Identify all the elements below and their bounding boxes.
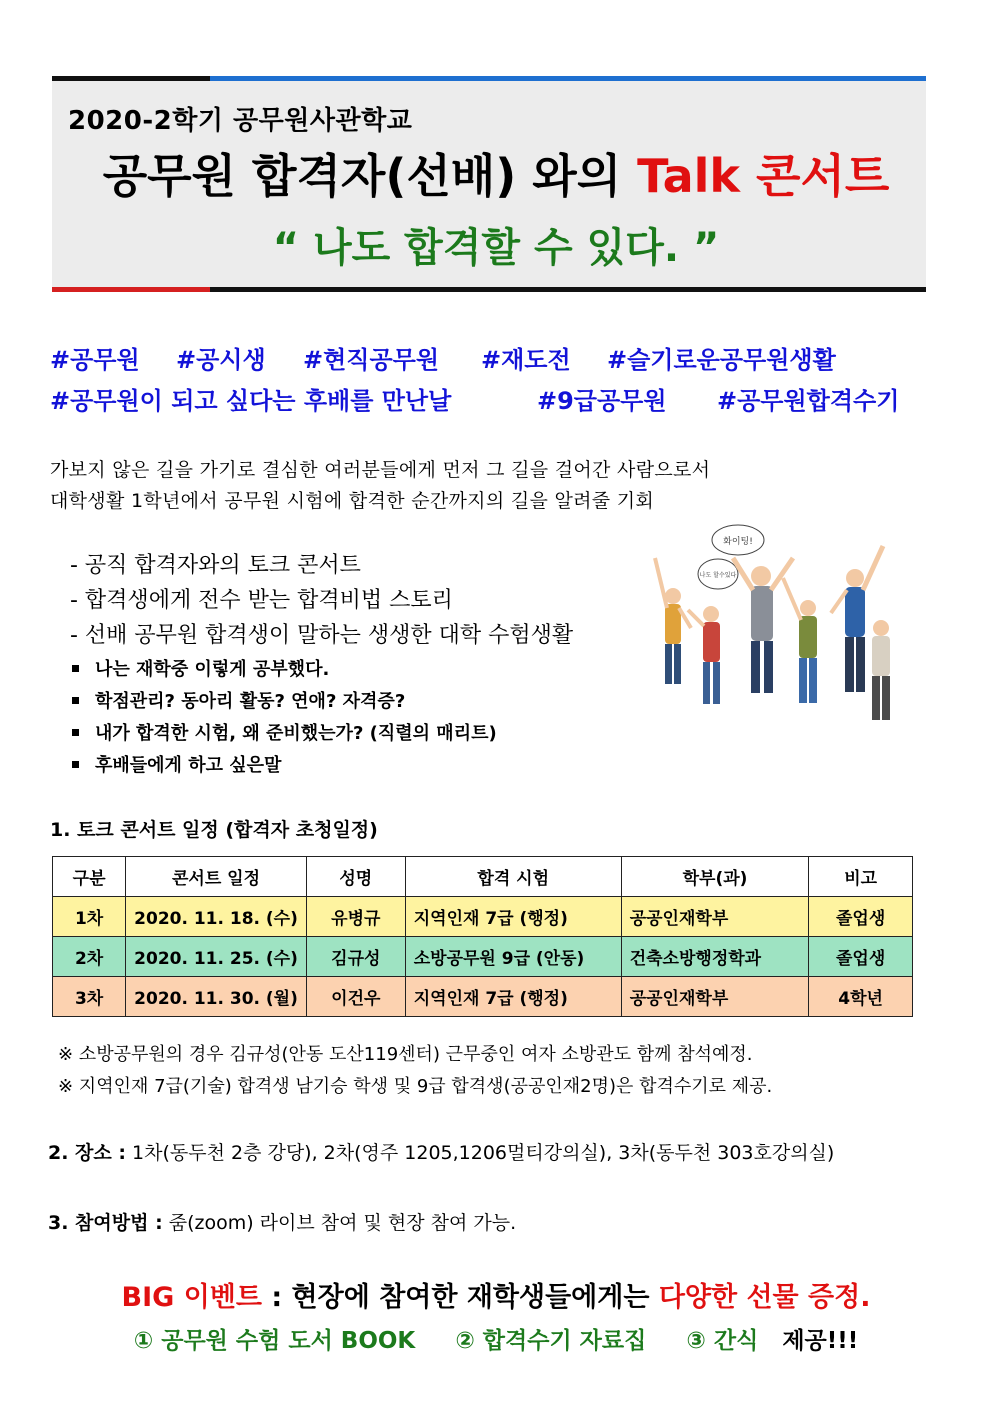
bullet-text: 학점관리? 동아리 활동? 연애? 자격증? [95,691,406,712]
bullet-text: 후배들에게 하고 싶은말 [95,755,282,776]
hashtag: #공무원합격수기 [717,387,900,415]
title-main: 공무원 합격자(선배) 와의 [102,149,638,203]
header-quote: “ 나도 합격할 수 있다. ” [272,225,720,271]
cell-round: 3차 [53,977,126,1017]
hashtag: #9급공무원 [537,387,667,415]
cell-date: 2020. 11. 18. (수) [126,897,307,937]
cell-dept: 건축소방행정학과 [621,937,809,977]
cell-round: 2차 [53,937,126,977]
cell-dept: 공공인재학부 [621,977,809,1017]
dash-item: - 공직 합격자와의 토크 콘서트 [70,553,361,578]
column-header: 비고 [809,857,913,897]
cell-dept: 공공인재학부 [621,897,809,937]
table-row [53,937,913,977]
cell-note: 4학년 [809,977,913,1017]
cell-note: 졸업생 [809,937,913,977]
header-subtitle: 2020-2학기 공무원사관학교 [68,106,413,136]
bullet-square-icon [72,729,79,736]
bullet-text: 나는 재학중 이렇게 공부했다. [95,659,330,680]
speech-bubble-text: 화이팅! [723,537,753,547]
intro-line: 가보지 않은 길을 가기로 결심한 여러분들에게 먼저 그 길을 걸어간 사람으로서 [50,459,711,481]
gift-tail: 제공!!! [782,1328,859,1354]
bullet-item [72,655,329,681]
hashtag: #공시생 [176,346,266,374]
cell-name: 유병규 [306,897,405,937]
bullet-square-icon [72,761,79,768]
table-note: ※ 소방공무원의 경우 김규성(안동 도산119센터) 근무중인 여자 소방관도 함께 참석예정. [58,1044,753,1065]
event-label: BIG 이벤트 [121,1282,262,1313]
column-header: 콘서트 일정 [126,857,307,897]
gift-item: ② 합격수기 자료집 [455,1328,647,1354]
cell-exam: 지역인재 7급 (행정) [405,897,621,937]
section-2-label: 2. 장소 : [48,1142,126,1164]
banner-top-bar-blue [210,76,926,81]
event-text: : 현장에 참여한 재학생들에게는 [261,1282,659,1313]
bullet-item [72,687,405,713]
cell-date: 2020. 11. 30. (월) [126,977,307,1017]
page-title [0,140,992,206]
schedule-table [52,856,913,1017]
banner-top-bar-black [52,76,210,81]
cell-date: 2020. 11. 25. (수) [126,937,307,977]
speech-bubble-text: 나도 할수있다 [699,572,737,579]
table-row [53,897,913,937]
table-note: ※ 지역인재 7급(기술) 합격생 남기승 학생 및 9급 합격생(공공인재2명)은 합격수기로 제공. [58,1076,773,1097]
section-3-text: 줌(zoom) 라이브 참여 및 현장 참여 가능. [162,1212,517,1234]
hashtag: #슬기로운공무원생활 [607,346,836,374]
gift-item: ① 공무원 수험 도서 BOOK [133,1328,416,1354]
gift-item: ③ 간식 [686,1328,759,1354]
bullet-square-icon [72,665,79,672]
intro-line: 대학생활 1학년에서 공무원 시험에 합격한 순간까지의 길을 알려줄 기회 [50,490,655,512]
dash-item: - 선배 공무원 합격생이 말하는 생생한 대학 수험생활 [70,623,574,648]
column-header: 합격 시험 [405,857,621,897]
cell-exam: 지역인재 7급 (행정) [405,977,621,1017]
hashtag: #재도전 [481,346,571,374]
section-2-text: 1차(동두천 2층 강당), 2차(영주 1205,1206멀티강의실), 3차(동두천 303호강의실) [125,1142,835,1164]
section-3-method [48,1208,516,1235]
bullet-item [72,751,281,777]
bullet-item [72,719,497,745]
column-header: 성명 [306,857,405,897]
column-header: 학부(과) [621,857,809,897]
hashtag: #현직공무원 [303,346,440,374]
dash-item: - 합격생에게 전수 받는 합격비법 스토리 [70,588,453,613]
hashtag: #공무원 [50,346,140,374]
cell-name: 이건우 [306,977,405,1017]
table-row [53,977,913,1017]
event-line [0,1275,992,1314]
table-header-row [53,857,913,897]
cell-exam: 소방공무원 9급 (안동) [405,937,621,977]
banner-bottom-bar-black [210,287,926,292]
gift-line [0,1322,992,1355]
banner-bottom-bar-red [52,287,210,292]
bullet-text: 내가 합격한 시험, 왜 준비했는가? (직렬의 매리트) [95,723,497,744]
column-header: 구분 [53,857,126,897]
section-3-label: 3. 참여방법 : [48,1212,163,1234]
title-accent: Talk 콘서트 [637,149,890,203]
cell-note: 졸업생 [809,897,913,937]
hashtag: #공무원이 되고 싶다는 후배를 만난날 [50,387,452,415]
section-2-location [48,1138,834,1165]
event-highlight: 다양한 선물 증정. [658,1282,871,1313]
students-jumping-illustration [643,518,898,736]
section-1-heading: 1. 토크 콘서트 일정 (합격자 초청일정) [50,819,378,841]
cell-round: 1차 [53,897,126,937]
cell-name: 김규성 [306,937,405,977]
bullet-square-icon [72,697,79,704]
